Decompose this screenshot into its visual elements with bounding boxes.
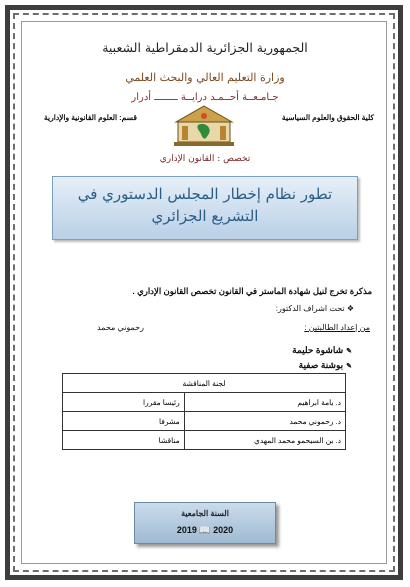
academic-year-label: السنة الجامعية	[181, 509, 229, 518]
university-logo-icon	[172, 104, 236, 148]
member-name: د. يامة ابراهيم	[184, 393, 345, 412]
specialty-label: تخصص : القانون الإداري	[159, 154, 251, 164]
member-role: مشرفا	[63, 412, 185, 431]
faculty-name: كلية الحقوق والعلوم السياسية	[281, 113, 374, 122]
university-heading: جـامـعــة أحــمـد درايــة ــــــــ أدرار	[131, 92, 279, 103]
pen-bullet-icon: ✎	[346, 363, 352, 370]
ministry-heading: وزارة التعليم العالي والبحث العلمي	[125, 71, 285, 84]
table-row	[63, 393, 346, 412]
committee-title: لجنة المناقشة	[63, 374, 346, 393]
table-row	[63, 374, 346, 393]
member-name: د. بن السيحمو محمد المهدي	[184, 431, 345, 450]
member-name: د. رحموني محمد	[184, 412, 345, 431]
supervisor-name: رحموني محمد	[97, 323, 144, 332]
department-name: قسم: العلوم القانونية والإدارية	[44, 113, 137, 122]
prepared-by-label: من إعداد الطالبتين :	[304, 323, 370, 332]
supervision-label: ❖ تحت اشراف الدكتور:	[275, 304, 354, 313]
student-name: ✎بوشنة صفية	[298, 360, 352, 370]
committee-table	[62, 373, 346, 450]
republic-heading: الجمهورية الجزائرية الدمقراطية الشعبية	[102, 40, 308, 55]
table-row	[63, 412, 346, 431]
table-row	[63, 431, 346, 450]
thesis-title: تطور نظام إخطار المجلس الدستوري في التشريع الجزائري	[77, 185, 333, 225]
academic-year-box	[134, 502, 276, 544]
academic-year-value: 2019 📖 2020	[176, 525, 234, 535]
member-role: رئيسا مقررا	[63, 393, 185, 412]
member-role: مناقشا	[63, 431, 185, 450]
memo-description: مذكرة تخرج لنيل شهادة الماستر في القانون تخصص القانون الإداري .	[132, 286, 372, 296]
student-name: ✎شاشوة حليمة	[292, 345, 352, 355]
thesis-title-box	[52, 176, 358, 240]
pen-bullet-icon: ✎	[346, 348, 352, 355]
